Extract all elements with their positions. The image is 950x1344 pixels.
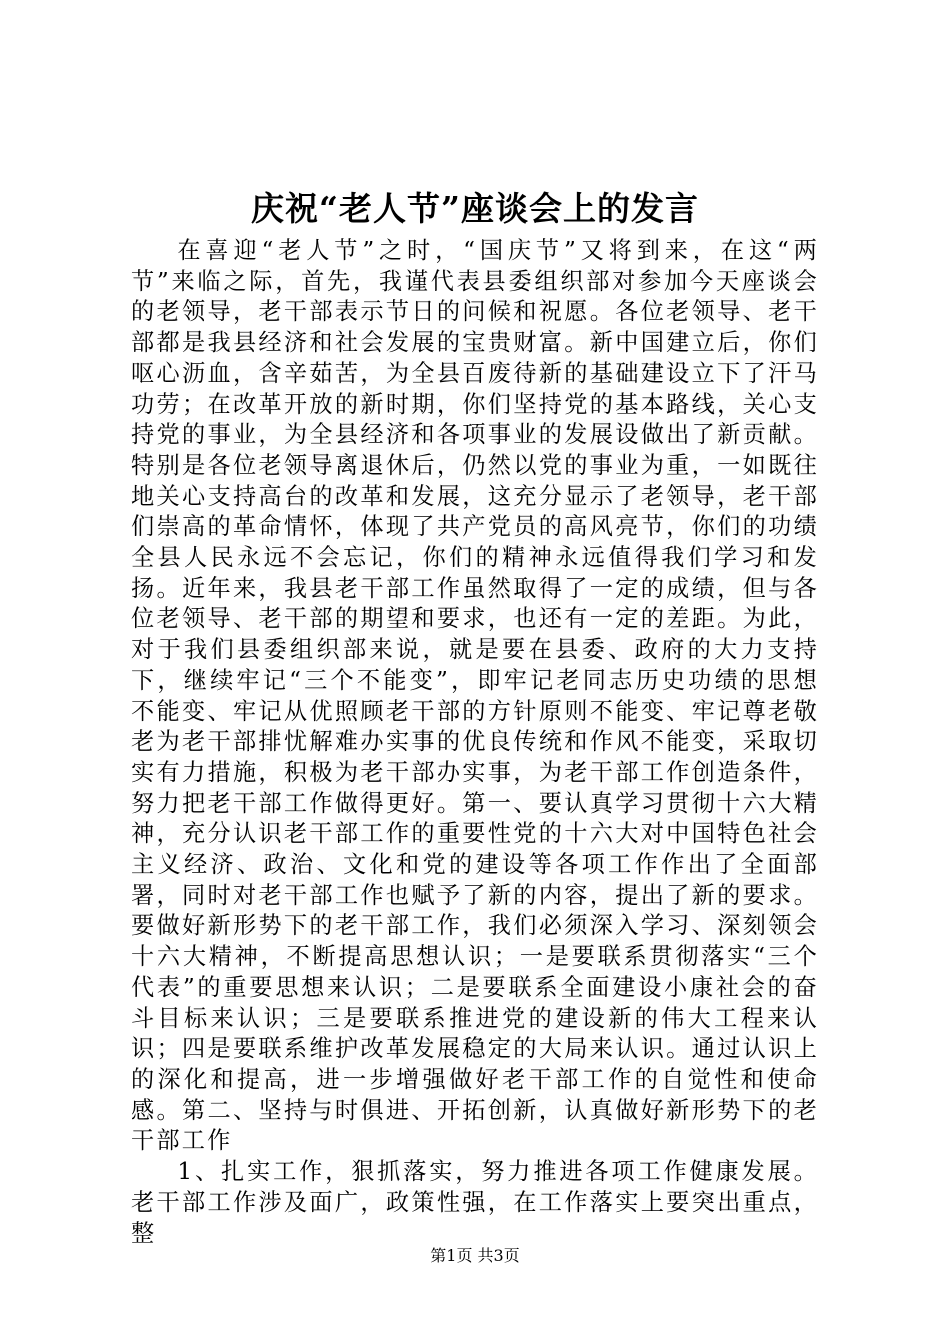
page-footer: 第1页 共3页 bbox=[430, 1246, 520, 1265]
document-title: 庆祝“老人节”座谈会上的发言 bbox=[251, 189, 699, 228]
paragraph-1: 在喜迎“老人节”之时，“国庆节”又将到来，在这“两节”来临之际，首先，我谨代表县委组织部对参加今天座谈会的老领导，老干部表示节日的问候和祝愿。各位老领导、老干部都是我县经济和社会发展的宝贵财富。新中国建立后，你们呕心沥血，含辛茹苦，为全县百废待新的基础建设立下了汗马功劳；在改革开放的新时期，你们坚持党的基本路线，关心支持党的事业，为全县经济和各项事业的发展设做出了新贡献。特别是各位老领导离退休后，仍然以党的事业为重，一如既往地关心支持高台的改革和发展，这充分显示了老领导，老干部们崇高的革命情怀，体现了共产党员的高风亮节，你们的功绩全县人民永远不会忘记，你们的精神永远值得我们学习和发扬。近年来，我县老干部工作虽然取得了一定的成绩，但与各位老领导、老干部的期望和要求，也还有一定的差距。为此，对于我们县委组织部来说，就是要在县委、政府的大力支持下，继续牢记“三个不能变”，即牢记老同志历史功绩的思想不能变、牢记从优照顾老干部的方针原则不能变、牢记尊老敬老为老干部排忧解难办实事的优良传统和作风不能变，采取切实有力措施，积极为老干部办实事，为老干部工作创造条件，努力把老干部工作做得更好。第一、要认真学习贯彻十六大精神，充分认识老干部工作的重要性党的十六大对中国特色社会主义经济、政治、文化和党的建设等各项工作作出了全面部署，同时对老干部工作也赋予了新的内容，提出了新的要求。要做好新形势下的老干部工作，我们必须深入学习、深刻领会十六大精神，不断提高思想认识；一是要联系贯彻落实“三个代表”的重要思想来认识；二是要联系全面建设小康社会的奋斗目标来认识；三是要联系推进党的建设新的伟大工程来认识；四是要联系维护改革发展稳定的大局来认识。通过认识上的深化和提高，进一步增强做好老干部工作的自觉性和使命感。第二、坚持与时俱进、开拓创新，认真做好新形势下的老干部工作 bbox=[131, 237, 819, 1155]
document-body bbox=[131, 236, 819, 1249]
paragraph-2: 1、扎实工作，狠抓落实，努力推进各项工作健康发展。老干部工作涉及面广，政策性强，在工作落实上要突出重点，整 bbox=[131, 1158, 819, 1247]
